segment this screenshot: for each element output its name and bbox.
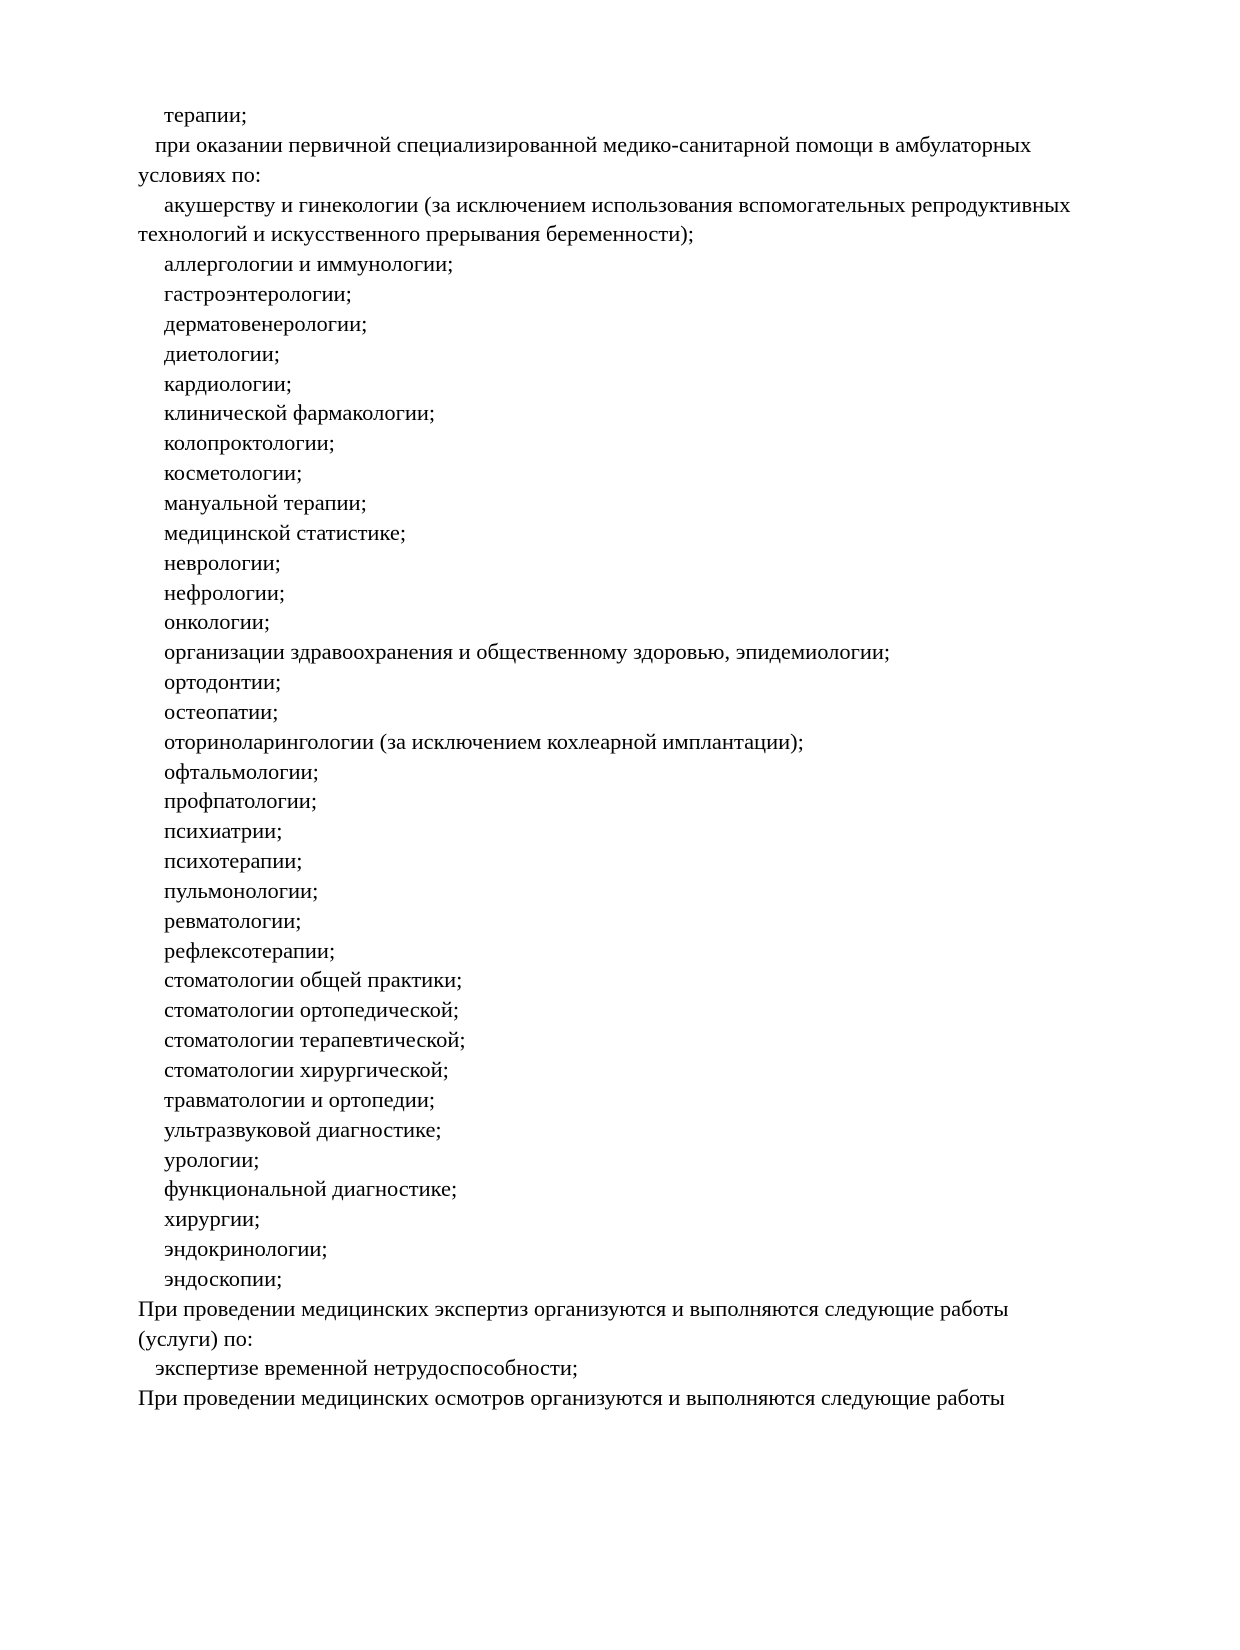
text-line: медицинской статистике; <box>164 519 407 545</box>
text-line: мануальной терапии; <box>164 489 367 515</box>
text-line: психотерапии; <box>164 848 303 874</box>
text-line: остеопатии; <box>164 698 279 724</box>
text-line: ортодонтии; <box>164 669 282 695</box>
text-line: хирургии; <box>164 1206 261 1232</box>
text-line: ревматологии; <box>164 907 302 933</box>
text-line: технологий и искусственного прерывания беременности); <box>138 221 695 247</box>
text-line: травматологии и ортопедии; <box>164 1086 436 1112</box>
text-line: эндоскопии; <box>164 1265 283 1291</box>
text-line: профпатологии; <box>164 788 318 814</box>
text-line: стоматологии ортопедической; <box>164 997 460 1023</box>
text-line: стоматологии терапевтической; <box>164 1027 466 1053</box>
text-line: рефлексотерапии; <box>164 937 336 963</box>
text-line: аллергологии и иммунологии; <box>164 251 454 277</box>
text-line: (услуги) по: <box>138 1325 254 1351</box>
text-line: косметологии; <box>164 460 303 486</box>
text-line: при оказании первичной специализированной медико-санитарной помощи в амбулаторных <box>155 131 1032 157</box>
text-line: стоматологии общей практики; <box>164 967 463 993</box>
text-line: гастроэнтерологии; <box>164 281 352 307</box>
text-line: диетологии; <box>164 340 281 366</box>
text-line: офтальмологии; <box>164 758 319 784</box>
text-line: терапии; <box>164 102 248 127</box>
text-line: экспертизе временной нетрудоспособности; <box>155 1355 579 1381</box>
text-line: оториноларингологии (за исключением кохлеарной имплантации); <box>164 728 804 754</box>
text-line: функциональной диагностике; <box>164 1176 458 1202</box>
text-line: стоматологии хирургической; <box>164 1057 449 1082</box>
text-line: урологии; <box>164 1146 260 1172</box>
text-line: дерматовенерологии; <box>164 310 368 336</box>
text-line: ультразвуковой диагностике; <box>164 1116 442 1142</box>
text-line: пульмонологии; <box>164 877 319 903</box>
text-line: неврологии; <box>164 549 281 575</box>
text-line: нефрологии; <box>164 579 286 605</box>
text-line: эндокринологии; <box>164 1236 328 1262</box>
text-line: онкологии; <box>164 609 271 635</box>
text-line: организации здравоохранения и общественному здоровью, эпидемиологии; <box>164 639 891 665</box>
text-line: колопроктологии; <box>164 430 335 456</box>
text-line: психиатрии; <box>164 818 283 844</box>
text-line: При проведении медицинских осмотров организуются и выполняются следующие работы <box>138 1385 1005 1411</box>
text-line: клинической фармакологии; <box>164 400 436 426</box>
document-text-block <box>138 100 1200 1413</box>
text-line: акушерству и гинекологии (за исключением использования вспомогательных репродуктивных <box>164 191 1071 217</box>
text-line: условиях по: <box>138 161 262 187</box>
text-line: кардиологии; <box>164 370 293 396</box>
text-line: При проведении медицинских экспертиз организуются и выполняются следующие работы <box>138 1295 1009 1321</box>
